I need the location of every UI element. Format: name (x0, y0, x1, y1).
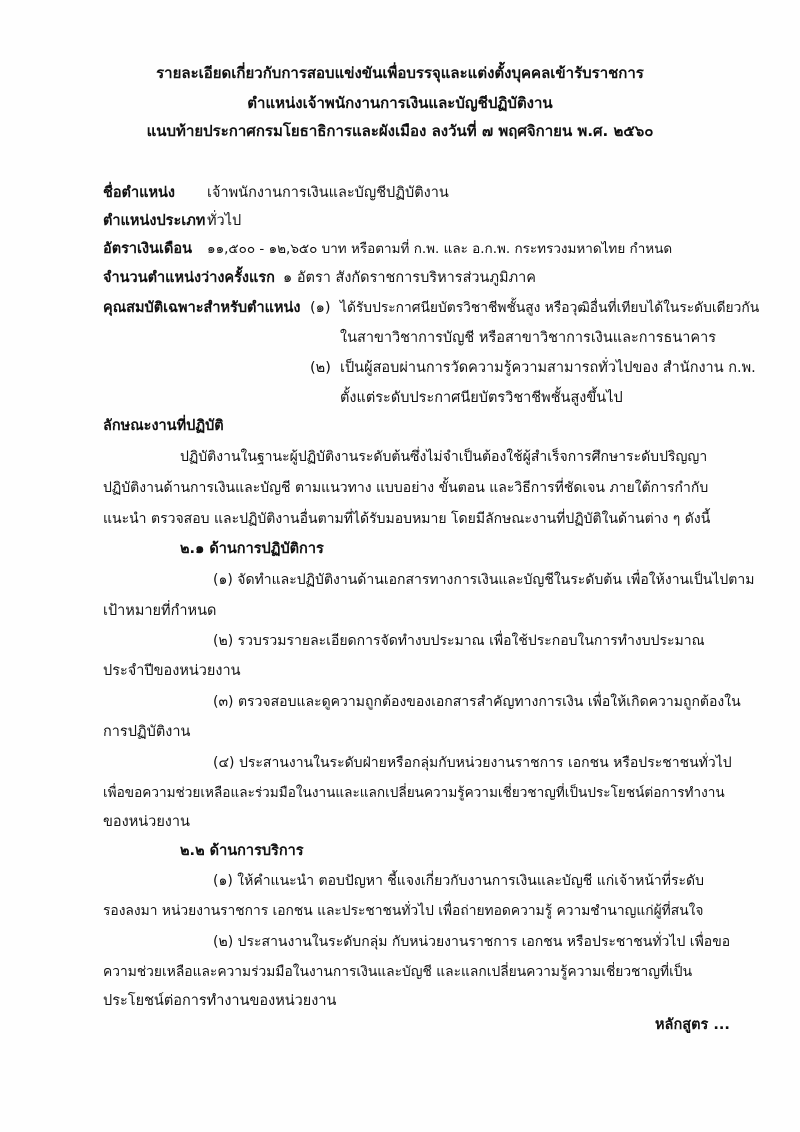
doc-title-line3: แนบท้ายประกาศกรมโยธาธิการและผังเมือง ลงวันที่ ๗ พฤศจิกายน พ.ศ. ๒๕๖๐ (146, 122, 654, 140)
qualification-1-number: (๑) (310, 300, 331, 316)
section-2-1-item1-line2: เป้าหมายที่กำหนด (103, 603, 217, 619)
qualification-2-line2: ตั้งแต่ระดับประกาศนียบัตรวิชาชีพชั้นสูงขึ้นไป (340, 390, 623, 406)
section-2-1-item1-line1: (๑) จัดทำและปฏิบัติงานด้านเอกสารทางการเงินและบัญชีในระดับต้น เพื่อให้งานเป็นไปตาม (213, 572, 755, 588)
section-2-1-title: ๒.๑ ด้านการปฏิบัติการ (180, 541, 324, 557)
label-position-name: ชื่อตำแหน่ง (103, 185, 176, 201)
value-vacancies: ๑ อัตรา สังกัดราชการบริหารส่วนภูมิภาค (283, 270, 536, 286)
section-2-2-item2-line1: (๒) ประสานงานในระดับกลุ่ม กับหน่วยงานราชการ เอกชน หรือประชาชนทั่วไป เพื่อขอ (213, 934, 731, 950)
section-2-1-item4-line3: ของหน่วยงาน (103, 814, 190, 830)
doc-title-line1: รายละเอียดเกี่ยวกับการสอบแข่งขันเพื่อบรรจุและแต่งตั้งบุคคลเข้ารับราชการ (156, 64, 644, 82)
value-position-name: เจ้าพนักงานการเงินและบัญชีปฏิบัติงาน (207, 185, 449, 201)
section-2-2-item2-line2: ความช่วยเหลือและความร่วมมือในงานการเงินและบัญชี และแลกเปลี่ยนความรู้ความเชี่ยวชาญที่เป็น (103, 964, 693, 980)
section-2-2-item1-line2: รองลงมา หน่วยงานราชการ เอกชน และประชาชนทั่วไป เพื่อถ่ายทอดความรู้ ความชำนาญแก่ผู้ที่สนใจ (103, 903, 704, 919)
label-salary: อัตราเงินเดือน (103, 241, 192, 257)
duties-intro-line2: ปฏิบัติงานด้านการเงินและบัญชี ตามแนวทาง แบบอย่าง ขั้นตอน และวิธีการที่ชัดเจน ภายใต้การกำกับ (103, 480, 709, 496)
section-2-1-item2-line2: ประจำปีของหน่วยงาน (103, 663, 241, 679)
section-2-1-item3-line2: การปฏิบัติงาน (103, 724, 191, 740)
section-2-1-item2-line1: (๒) รวบรวมรายละเอียดการจัดทำงบประมาณ เพื่อใช้ประกอบในการทำงบประมาณ (213, 633, 705, 649)
label-qualifications: คุณสมบัติเฉพาะสำหรับตำแหน่ง (103, 300, 301, 316)
continued-marker: หลักสูตร ... (655, 1017, 730, 1033)
section-2-2-item2-line3: ประโยชน์ต่อการทำงานของหน่วยงาน (103, 993, 337, 1009)
label-vacancies: จำนวนตำแหน่งว่างครั้งแรก (103, 270, 275, 286)
section-2-1-item4-line1: (๔) ประสานงานในระดับฝ่ายหรือกลุ่มกับหน่วยงานราชการ เอกชน หรือประชาชนทั่วไป (213, 755, 732, 771)
duties-heading: ลักษณะงานที่ปฏิบัติ (103, 418, 224, 434)
section-2-1-item3-line1: (๓) ตรวจสอบและดูความถูกต้องของเอกสารสำคัญทางการเงิน เพื่อให้เกิดความถูกต้องใน (213, 694, 741, 710)
duties-intro-line3: แนะนำ ตรวจสอบ และปฏิบัติงานอื่นตามที่ได้รับมอบหมาย โดยมีลักษณะงานที่ปฏิบัติในด้านต่าง ๆ ดังนี้ (103, 511, 711, 527)
value-salary: ๑๑,๕๐๐ - ๑๒,๖๕๐ บาท หรือตามที่ ก.พ. และ อ.ก.พ. กระทรวงมหาดไทย กำหนด (207, 241, 673, 257)
qualification-2-number: (๒) (310, 360, 331, 376)
doc-title-line2: ตำแหน่งเจ้าพนักงานการเงินและบัญชีปฏิบัติงาน (247, 94, 553, 112)
section-2-2-title: ๒.๒ ด้านการบริการ (180, 843, 304, 859)
value-position-type: ทั่วไป (207, 213, 242, 229)
duties-intro-line1: ปฏิบัติงานในฐานะผู้ปฏิบัติงานระดับต้นซึ่งไม่จำเป็นต้องใช้ผู้สำเร็จการศึกษาระดับปริญญา (180, 449, 708, 465)
qualification-1-line2: ในสาขาวิชาการบัญชี หรือสาขาวิชาการเงินและการธนาคาร (340, 330, 717, 346)
qualification-2-line1: เป็นผู้สอบผ่านการวัดความรู้ความสามารถทั่วไปของ สำนักงาน ก.พ. (340, 360, 756, 376)
qualification-1-line1: ได้รับประกาศนียบัตรวิชาชีพชั้นสูง หรือวุฒิอื่นที่เทียบได้ในระดับเดียวกัน (340, 300, 760, 316)
section-2-2-item1-line1: (๑) ให้คำแนะนำ ตอบปัญหา ชี้แจงเกี่ยวกับงานการเงินและบัญชี แก่เจ้าหน้าที่ระดับ (213, 873, 705, 889)
section-2-1-item4-line2: เพื่อขอความช่วยเหลือและร่วมมือในงานและแลกเปลี่ยนความรู้ความเชี่ยวชาญที่เป็นประโยชน์ต่อการทำงาน (103, 785, 725, 801)
label-position-type: ตำแหน่งประเภท (103, 213, 206, 229)
